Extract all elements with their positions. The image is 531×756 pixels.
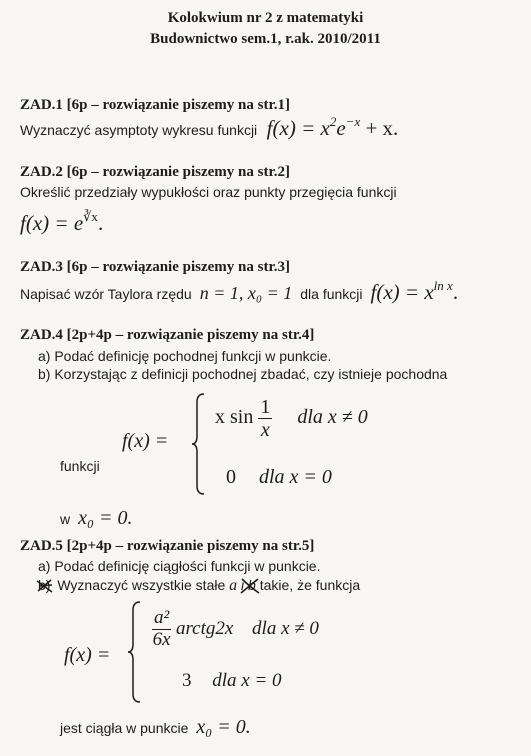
task-4-point: w x₀ = 0.: [60, 507, 133, 529]
document-title: Kolokwium nr 2 z matematyki: [167, 10, 364, 26]
task-3-formula: $f(x) = x^{ln x}$.: [370, 278, 459, 305]
strike-cross-icon: [239, 576, 261, 596]
document-subtitle: Budownictwo sem.1, r.ak. 2010/2011: [150, 31, 381, 47]
task-5-struck-var: i b: [241, 577, 260, 593]
task-5-closing: jest ciągła w punkcie x₀ = 0.: [60, 716, 251, 738]
task-4-lead: funkcji: [60, 458, 100, 474]
task-5-item-b: b) Wyznaczyć wszystkie stałe a i b takie, że funkcja: [38, 577, 361, 594]
task-5-item-a: a) Podać definicję ciągłości funkcji w punkcie.: [38, 558, 321, 574]
task-4-fraction: $\frac{1}{x}$: [260, 396, 271, 441]
task-4-case-1: x sin $\frac{1}{x}$ dla x ≠ 0: [215, 396, 368, 441]
task-1-text: Wyznaczyć asymptoty wykresu funkcji: [20, 122, 258, 139]
task-5-case-1: $\frac{\text{a²}}{6x}$ arctg2x dla x ≠ 0: [152, 607, 319, 650]
task-4-item-a: a) Podać definicję pochodnej funkcji w punkcie.: [38, 348, 332, 364]
task-5-item-b-mark: b): [38, 577, 54, 593]
task-5-fraction: $\frac{\text{a²}}{6x}$: [152, 607, 171, 650]
task-4-item-b: b) Korzystając z definicji pochodnej zbadać, czy istnieje pochodna: [38, 366, 448, 382]
task-3-condition: n = 1, x₀ = 1: [199, 283, 293, 304]
task-2-formula: $f(x) = e^{∛x}$.: [20, 209, 104, 236]
task-5-heading: ZAD.5 [2p+4p – rozwiązanie piszemy na str.5]: [20, 538, 315, 554]
task-5-case-2: 3 dla x = 0: [182, 670, 282, 691]
task-4-fx: f(x) =: [122, 430, 169, 452]
task-1-heading: ZAD.1 [6p – rozwiązanie piszemy na str.1]: [20, 97, 290, 113]
task-1-body: [20, 114, 398, 141]
task-2-text: Określić przedziały wypukłości oraz punkty przegięcia funkcji: [20, 184, 397, 200]
task-3-text-mid: dla funkcji: [300, 286, 363, 303]
task-4-brace: [190, 392, 208, 496]
strike-scribble-icon: [36, 577, 54, 595]
task-3-text: Napisać wzór Taylora rzędu: [20, 286, 192, 303]
task-2-heading: ZAD.2 [6p – rozwiązanie piszemy na str.2]: [20, 164, 290, 180]
task-5-brace: [126, 600, 144, 704]
task-3-heading: ZAD.3 [6p – rozwiązanie piszemy na str.3]: [20, 259, 290, 275]
task-5-fx: f(x) =: [64, 644, 111, 666]
task-4-case-2: 0 dla x = 0: [226, 466, 332, 488]
task-4-heading: ZAD.4 [2p+4p – rozwiązanie piszemy na str.4]: [20, 327, 315, 343]
task-3-body: [20, 278, 458, 305]
task-1-formula: $f(x) = x^2e^{-x} + x$.: [266, 114, 399, 141]
